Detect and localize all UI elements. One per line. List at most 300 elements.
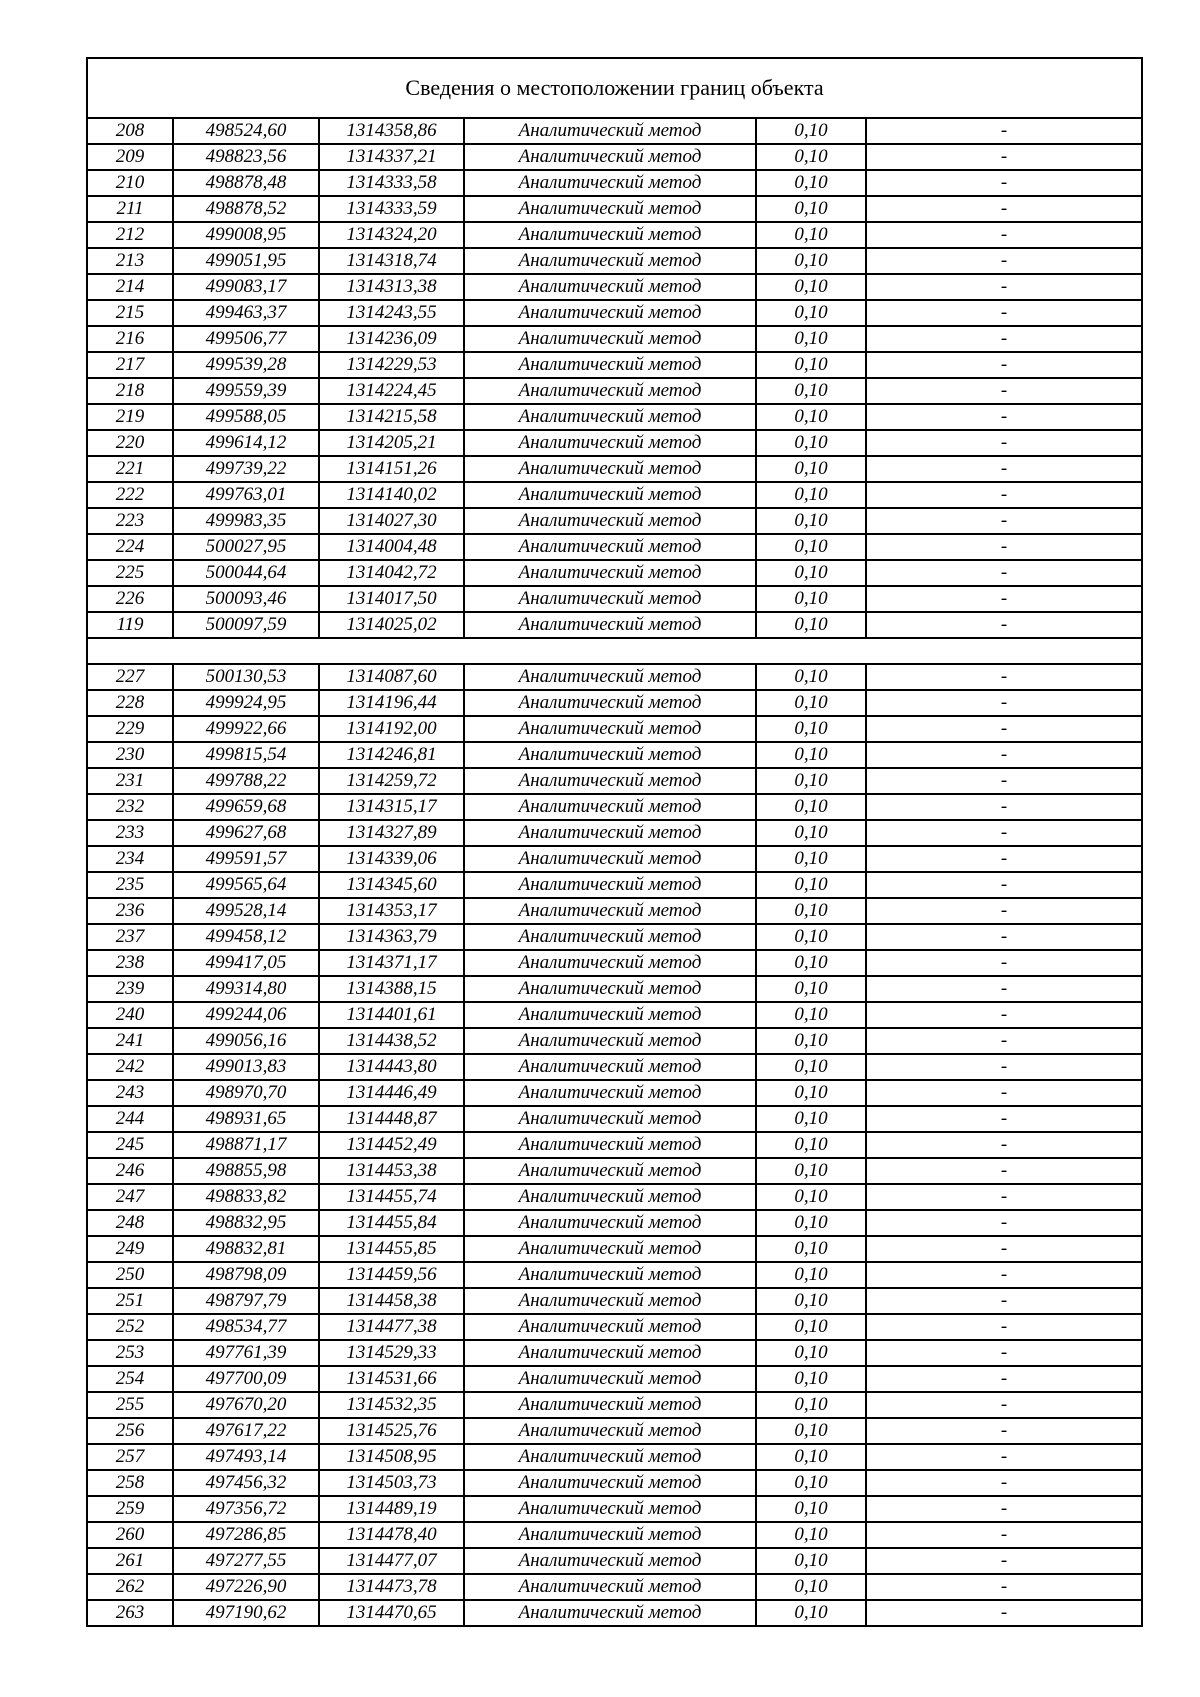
description-cell: - xyxy=(866,1314,1142,1340)
accuracy-cell: 0,10 xyxy=(756,1548,866,1574)
description-cell: - xyxy=(866,1470,1142,1496)
accuracy-cell: 0,10 xyxy=(756,898,866,924)
accuracy-cell: 0,10 xyxy=(756,1574,866,1600)
method-cell: Аналитический метод xyxy=(464,1600,756,1626)
accuracy-cell: 0,10 xyxy=(756,534,866,560)
point-number-cell: 241 xyxy=(87,1028,173,1054)
separator-cell xyxy=(87,638,1142,664)
description-cell: - xyxy=(866,560,1142,586)
description-cell: - xyxy=(866,1080,1142,1106)
point-number-cell: 228 xyxy=(87,690,173,716)
point-number-cell: 231 xyxy=(87,768,173,794)
x-coordinate-cell: 499083,17 xyxy=(173,274,319,300)
x-coordinate-cell: 497617,22 xyxy=(173,1418,319,1444)
accuracy-cell: 0,10 xyxy=(756,690,866,716)
description-cell: - xyxy=(866,1340,1142,1366)
description-cell: - xyxy=(866,664,1142,690)
point-number-cell: 256 xyxy=(87,1418,173,1444)
x-coordinate-cell: 497493,14 xyxy=(173,1444,319,1470)
x-coordinate-cell: 499659,68 xyxy=(173,794,319,820)
description-cell: - xyxy=(866,1054,1142,1080)
description-cell: - xyxy=(866,898,1142,924)
y-coordinate-cell: 1314215,58 xyxy=(319,404,464,430)
method-cell: Аналитический метод xyxy=(464,352,756,378)
x-coordinate-cell: 497356,72 xyxy=(173,1496,319,1522)
y-coordinate-cell: 1314455,84 xyxy=(319,1210,464,1236)
table-row xyxy=(87,690,1142,716)
method-cell: Аналитический метод xyxy=(464,1236,756,1262)
y-coordinate-cell: 1314333,59 xyxy=(319,196,464,222)
y-coordinate-cell: 1314459,56 xyxy=(319,1262,464,1288)
accuracy-cell: 0,10 xyxy=(756,274,866,300)
method-cell: Аналитический метод xyxy=(464,950,756,976)
description-cell: - xyxy=(866,378,1142,404)
method-cell: Аналитический метод xyxy=(464,170,756,196)
method-cell: Аналитический метод xyxy=(464,1444,756,1470)
accuracy-cell: 0,10 xyxy=(756,1210,866,1236)
method-cell: Аналитический метод xyxy=(464,872,756,898)
x-coordinate-cell: 500097,59 xyxy=(173,612,319,638)
table-row xyxy=(87,768,1142,794)
table-row xyxy=(87,378,1142,404)
accuracy-cell: 0,10 xyxy=(756,1080,866,1106)
description-cell: - xyxy=(866,430,1142,456)
accuracy-cell: 0,10 xyxy=(756,1470,866,1496)
y-coordinate-cell: 1314473,78 xyxy=(319,1574,464,1600)
description-cell: - xyxy=(866,872,1142,898)
point-number-cell: 254 xyxy=(87,1366,173,1392)
contour-separator-row xyxy=(87,638,1142,664)
accuracy-cell: 0,10 xyxy=(756,742,866,768)
point-number-cell: 257 xyxy=(87,1444,173,1470)
table-row xyxy=(87,326,1142,352)
point-number-cell: 259 xyxy=(87,1496,173,1522)
y-coordinate-cell: 1314087,60 xyxy=(319,664,464,690)
table-row xyxy=(87,664,1142,690)
table-row xyxy=(87,118,1142,144)
method-cell: Аналитический метод xyxy=(464,1210,756,1236)
y-coordinate-cell: 1314531,66 xyxy=(319,1366,464,1392)
x-coordinate-cell: 498855,98 xyxy=(173,1158,319,1184)
method-cell: Аналитический метод xyxy=(464,976,756,1002)
method-cell: Аналитический метод xyxy=(464,1392,756,1418)
y-coordinate-cell: 1314508,95 xyxy=(319,1444,464,1470)
description-cell: - xyxy=(866,924,1142,950)
x-coordinate-cell: 497286,85 xyxy=(173,1522,319,1548)
table-body xyxy=(87,58,1142,1626)
accuracy-cell: 0,10 xyxy=(756,326,866,352)
point-number-cell: 239 xyxy=(87,976,173,1002)
point-number-cell: 229 xyxy=(87,716,173,742)
accuracy-cell: 0,10 xyxy=(756,1028,866,1054)
table-row xyxy=(87,1028,1142,1054)
description-cell: - xyxy=(866,950,1142,976)
description-cell: - xyxy=(866,820,1142,846)
accuracy-cell: 0,10 xyxy=(756,1132,866,1158)
x-coordinate-cell: 500093,46 xyxy=(173,586,319,612)
point-number-cell: 227 xyxy=(87,664,173,690)
accuracy-cell: 0,10 xyxy=(756,300,866,326)
description-cell: - xyxy=(866,976,1142,1002)
point-number-cell: 251 xyxy=(87,1288,173,1314)
method-cell: Аналитический метод xyxy=(464,768,756,794)
point-number-cell: 248 xyxy=(87,1210,173,1236)
accuracy-cell: 0,10 xyxy=(756,118,866,144)
table-row xyxy=(87,170,1142,196)
point-number-cell: 223 xyxy=(87,508,173,534)
y-coordinate-cell: 1314140,02 xyxy=(319,482,464,508)
x-coordinate-cell: 497190,62 xyxy=(173,1600,319,1626)
x-coordinate-cell: 498833,82 xyxy=(173,1184,319,1210)
method-cell: Аналитический метод xyxy=(464,1314,756,1340)
y-coordinate-cell: 1314371,17 xyxy=(319,950,464,976)
y-coordinate-cell: 1314448,87 xyxy=(319,1106,464,1132)
y-coordinate-cell: 1314259,72 xyxy=(319,768,464,794)
accuracy-cell: 0,10 xyxy=(756,1444,866,1470)
table-row xyxy=(87,1184,1142,1210)
accuracy-cell: 0,10 xyxy=(756,144,866,170)
method-cell: Аналитический метод xyxy=(464,1340,756,1366)
accuracy-cell: 0,10 xyxy=(756,1106,866,1132)
point-number-cell: 218 xyxy=(87,378,173,404)
y-coordinate-cell: 1314246,81 xyxy=(319,742,464,768)
x-coordinate-cell: 497226,90 xyxy=(173,1574,319,1600)
method-cell: Аналитический метод xyxy=(464,1470,756,1496)
table-row xyxy=(87,196,1142,222)
table-row xyxy=(87,872,1142,898)
y-coordinate-cell: 1314452,49 xyxy=(319,1132,464,1158)
table-row xyxy=(87,222,1142,248)
description-cell: - xyxy=(866,1548,1142,1574)
y-coordinate-cell: 1314358,86 xyxy=(319,118,464,144)
x-coordinate-cell: 500044,64 xyxy=(173,560,319,586)
accuracy-cell: 0,10 xyxy=(756,1496,866,1522)
point-number-cell: 209 xyxy=(87,144,173,170)
description-cell: - xyxy=(866,586,1142,612)
accuracy-cell: 0,10 xyxy=(756,612,866,638)
x-coordinate-cell: 500027,95 xyxy=(173,534,319,560)
accuracy-cell: 0,10 xyxy=(756,404,866,430)
y-coordinate-cell: 1314503,73 xyxy=(319,1470,464,1496)
x-coordinate-cell: 499458,12 xyxy=(173,924,319,950)
x-coordinate-cell: 499922,66 xyxy=(173,716,319,742)
accuracy-cell: 0,10 xyxy=(756,1158,866,1184)
description-cell: - xyxy=(866,1522,1142,1548)
x-coordinate-cell: 497670,20 xyxy=(173,1392,319,1418)
table-row xyxy=(87,430,1142,456)
description-cell: - xyxy=(866,1288,1142,1314)
y-coordinate-cell: 1314327,89 xyxy=(319,820,464,846)
description-cell: - xyxy=(866,508,1142,534)
description-cell: - xyxy=(866,274,1142,300)
y-coordinate-cell: 1314151,26 xyxy=(319,456,464,482)
description-cell: - xyxy=(866,1106,1142,1132)
description-cell: - xyxy=(866,1418,1142,1444)
table-row xyxy=(87,1470,1142,1496)
accuracy-cell: 0,10 xyxy=(756,430,866,456)
table-row xyxy=(87,1444,1142,1470)
method-cell: Аналитический метод xyxy=(464,690,756,716)
accuracy-cell: 0,10 xyxy=(756,1184,866,1210)
accuracy-cell: 0,10 xyxy=(756,872,866,898)
y-coordinate-cell: 1314532,35 xyxy=(319,1392,464,1418)
point-number-cell: 234 xyxy=(87,846,173,872)
table-row xyxy=(87,1002,1142,1028)
x-coordinate-cell: 500130,53 xyxy=(173,664,319,690)
point-number-cell: 226 xyxy=(87,586,173,612)
accuracy-cell: 0,10 xyxy=(756,1236,866,1262)
accuracy-cell: 0,10 xyxy=(756,664,866,690)
point-number-cell: 214 xyxy=(87,274,173,300)
table-row xyxy=(87,1418,1142,1444)
y-coordinate-cell: 1314333,58 xyxy=(319,170,464,196)
point-number-cell: 219 xyxy=(87,404,173,430)
table-row xyxy=(87,1522,1142,1548)
y-coordinate-cell: 1314313,38 xyxy=(319,274,464,300)
accuracy-cell: 0,10 xyxy=(756,1262,866,1288)
description-cell: - xyxy=(866,196,1142,222)
table-row xyxy=(87,144,1142,170)
accuracy-cell: 0,10 xyxy=(756,1600,866,1626)
description-cell: - xyxy=(866,1600,1142,1626)
x-coordinate-cell: 499528,14 xyxy=(173,898,319,924)
table-row xyxy=(87,820,1142,846)
x-coordinate-cell: 499763,01 xyxy=(173,482,319,508)
method-cell: Аналитический метод xyxy=(464,300,756,326)
y-coordinate-cell: 1314025,02 xyxy=(319,612,464,638)
accuracy-cell: 0,10 xyxy=(756,1340,866,1366)
method-cell: Аналитический метод xyxy=(464,118,756,144)
x-coordinate-cell: 498797,79 xyxy=(173,1288,319,1314)
point-number-cell: 244 xyxy=(87,1106,173,1132)
x-coordinate-cell: 498798,09 xyxy=(173,1262,319,1288)
description-cell: - xyxy=(866,1236,1142,1262)
x-coordinate-cell: 499815,54 xyxy=(173,742,319,768)
accuracy-cell: 0,10 xyxy=(756,820,866,846)
x-coordinate-cell: 498832,95 xyxy=(173,1210,319,1236)
method-cell: Аналитический метод xyxy=(464,1288,756,1314)
point-number-cell: 220 xyxy=(87,430,173,456)
y-coordinate-cell: 1314525,76 xyxy=(319,1418,464,1444)
y-coordinate-cell: 1314205,21 xyxy=(319,430,464,456)
description-cell: - xyxy=(866,742,1142,768)
y-coordinate-cell: 1314455,85 xyxy=(319,1236,464,1262)
description-cell: - xyxy=(866,534,1142,560)
y-coordinate-cell: 1314478,40 xyxy=(319,1522,464,1548)
point-number-cell: 221 xyxy=(87,456,173,482)
x-coordinate-cell: 499463,37 xyxy=(173,300,319,326)
table-row xyxy=(87,1158,1142,1184)
point-number-cell: 247 xyxy=(87,1184,173,1210)
accuracy-cell: 0,10 xyxy=(756,846,866,872)
table-row xyxy=(87,950,1142,976)
point-number-cell: 215 xyxy=(87,300,173,326)
point-number-cell: 245 xyxy=(87,1132,173,1158)
y-coordinate-cell: 1314315,17 xyxy=(319,794,464,820)
table-row xyxy=(87,456,1142,482)
table-row xyxy=(87,1314,1142,1340)
table-row xyxy=(87,560,1142,586)
table-row xyxy=(87,846,1142,872)
x-coordinate-cell: 497456,32 xyxy=(173,1470,319,1496)
description-cell: - xyxy=(866,1132,1142,1158)
x-coordinate-cell: 499013,83 xyxy=(173,1054,319,1080)
accuracy-cell: 0,10 xyxy=(756,352,866,378)
y-coordinate-cell: 1314318,74 xyxy=(319,248,464,274)
table-row xyxy=(87,1288,1142,1314)
description-cell: - xyxy=(866,690,1142,716)
x-coordinate-cell: 499559,39 xyxy=(173,378,319,404)
description-cell: - xyxy=(866,222,1142,248)
method-cell: Аналитический метод xyxy=(464,222,756,248)
x-coordinate-cell: 499314,80 xyxy=(173,976,319,1002)
method-cell: Аналитический метод xyxy=(464,1262,756,1288)
y-coordinate-cell: 1314529,33 xyxy=(319,1340,464,1366)
y-coordinate-cell: 1314004,48 xyxy=(319,534,464,560)
point-number-cell: 212 xyxy=(87,222,173,248)
table-row xyxy=(87,1392,1142,1418)
y-coordinate-cell: 1314224,45 xyxy=(319,378,464,404)
point-number-cell: 222 xyxy=(87,482,173,508)
method-cell: Аналитический метод xyxy=(464,1054,756,1080)
table-row xyxy=(87,742,1142,768)
description-cell: - xyxy=(866,1444,1142,1470)
x-coordinate-cell: 498823,56 xyxy=(173,144,319,170)
x-coordinate-cell: 498524,60 xyxy=(173,118,319,144)
x-coordinate-cell: 498534,77 xyxy=(173,1314,319,1340)
table-row xyxy=(87,1496,1142,1522)
table-row xyxy=(87,1548,1142,1574)
method-cell: Аналитический метод xyxy=(464,1002,756,1028)
x-coordinate-cell: 498832,81 xyxy=(173,1236,319,1262)
table-row xyxy=(87,1132,1142,1158)
x-coordinate-cell: 499244,06 xyxy=(173,1002,319,1028)
description-cell: - xyxy=(866,1184,1142,1210)
accuracy-cell: 0,10 xyxy=(756,482,866,508)
method-cell: Аналитический метод xyxy=(464,794,756,820)
x-coordinate-cell: 498871,17 xyxy=(173,1132,319,1158)
x-coordinate-cell: 499627,68 xyxy=(173,820,319,846)
x-coordinate-cell: 498878,52 xyxy=(173,196,319,222)
point-number-cell: 216 xyxy=(87,326,173,352)
x-coordinate-cell: 497761,39 xyxy=(173,1340,319,1366)
point-number-cell: 210 xyxy=(87,170,173,196)
table-row xyxy=(87,586,1142,612)
accuracy-cell: 0,10 xyxy=(756,378,866,404)
table-row xyxy=(87,1054,1142,1080)
point-number-cell: 237 xyxy=(87,924,173,950)
point-number-cell: 262 xyxy=(87,1574,173,1600)
point-number-cell: 235 xyxy=(87,872,173,898)
table-title: Сведения о местоположении границ объекта xyxy=(87,58,1142,118)
y-coordinate-cell: 1314477,07 xyxy=(319,1548,464,1574)
table-row xyxy=(87,1600,1142,1626)
y-coordinate-cell: 1314353,17 xyxy=(319,898,464,924)
description-cell: - xyxy=(866,1496,1142,1522)
method-cell: Аналитический метод xyxy=(464,1418,756,1444)
method-cell: Аналитический метод xyxy=(464,1184,756,1210)
method-cell: Аналитический метод xyxy=(464,898,756,924)
x-coordinate-cell: 498878,48 xyxy=(173,170,319,196)
method-cell: Аналитический метод xyxy=(464,508,756,534)
table-row xyxy=(87,1262,1142,1288)
accuracy-cell: 0,10 xyxy=(756,508,866,534)
accuracy-cell: 0,10 xyxy=(756,1314,866,1340)
method-cell: Аналитический метод xyxy=(464,456,756,482)
table-row xyxy=(87,1210,1142,1236)
method-cell: Аналитический метод xyxy=(464,404,756,430)
y-coordinate-cell: 1314042,72 xyxy=(319,560,464,586)
table-row xyxy=(87,1340,1142,1366)
description-cell: - xyxy=(866,1574,1142,1600)
method-cell: Аналитический метод xyxy=(464,196,756,222)
y-coordinate-cell: 1314027,30 xyxy=(319,508,464,534)
x-coordinate-cell: 498931,65 xyxy=(173,1106,319,1132)
description-cell: - xyxy=(866,1158,1142,1184)
point-number-cell: 213 xyxy=(87,248,173,274)
point-number-cell: 242 xyxy=(87,1054,173,1080)
accuracy-cell: 0,10 xyxy=(756,924,866,950)
point-number-cell: 261 xyxy=(87,1548,173,1574)
x-coordinate-cell: 497700,09 xyxy=(173,1366,319,1392)
description-cell: - xyxy=(866,248,1142,274)
x-coordinate-cell: 497277,55 xyxy=(173,1548,319,1574)
point-number-cell: 232 xyxy=(87,794,173,820)
method-cell: Аналитический метод xyxy=(464,378,756,404)
y-coordinate-cell: 1314363,79 xyxy=(319,924,464,950)
point-number-cell: 252 xyxy=(87,1314,173,1340)
point-number-cell: 236 xyxy=(87,898,173,924)
point-number-cell: 260 xyxy=(87,1522,173,1548)
y-coordinate-cell: 1314455,74 xyxy=(319,1184,464,1210)
description-cell: - xyxy=(866,794,1142,820)
accuracy-cell: 0,10 xyxy=(756,1366,866,1392)
accuracy-cell: 0,10 xyxy=(756,196,866,222)
point-number-cell: 263 xyxy=(87,1600,173,1626)
x-coordinate-cell: 498970,70 xyxy=(173,1080,319,1106)
x-coordinate-cell: 499588,05 xyxy=(173,404,319,430)
title-row xyxy=(87,58,1142,118)
point-number-cell: 240 xyxy=(87,1002,173,1028)
point-number-cell: 250 xyxy=(87,1262,173,1288)
x-coordinate-cell: 499051,95 xyxy=(173,248,319,274)
description-cell: - xyxy=(866,846,1142,872)
table-row xyxy=(87,274,1142,300)
x-coordinate-cell: 499924,95 xyxy=(173,690,319,716)
method-cell: Аналитический метод xyxy=(464,326,756,352)
table-row xyxy=(87,716,1142,742)
method-cell: Аналитический метод xyxy=(464,482,756,508)
description-cell: - xyxy=(866,612,1142,638)
accuracy-cell: 0,10 xyxy=(756,456,866,482)
description-cell: - xyxy=(866,170,1142,196)
accuracy-cell: 0,10 xyxy=(756,794,866,820)
y-coordinate-cell: 1314339,06 xyxy=(319,846,464,872)
y-coordinate-cell: 1314477,38 xyxy=(319,1314,464,1340)
table-row xyxy=(87,898,1142,924)
y-coordinate-cell: 1314470,65 xyxy=(319,1600,464,1626)
description-cell: - xyxy=(866,352,1142,378)
x-coordinate-cell: 499591,57 xyxy=(173,846,319,872)
accuracy-cell: 0,10 xyxy=(756,1392,866,1418)
accuracy-cell: 0,10 xyxy=(756,716,866,742)
method-cell: Аналитический метод xyxy=(464,1158,756,1184)
point-number-cell: 258 xyxy=(87,1470,173,1496)
boundary-table xyxy=(86,57,1143,1627)
y-coordinate-cell: 1314236,09 xyxy=(319,326,464,352)
description-cell: - xyxy=(866,768,1142,794)
description-cell: - xyxy=(866,456,1142,482)
